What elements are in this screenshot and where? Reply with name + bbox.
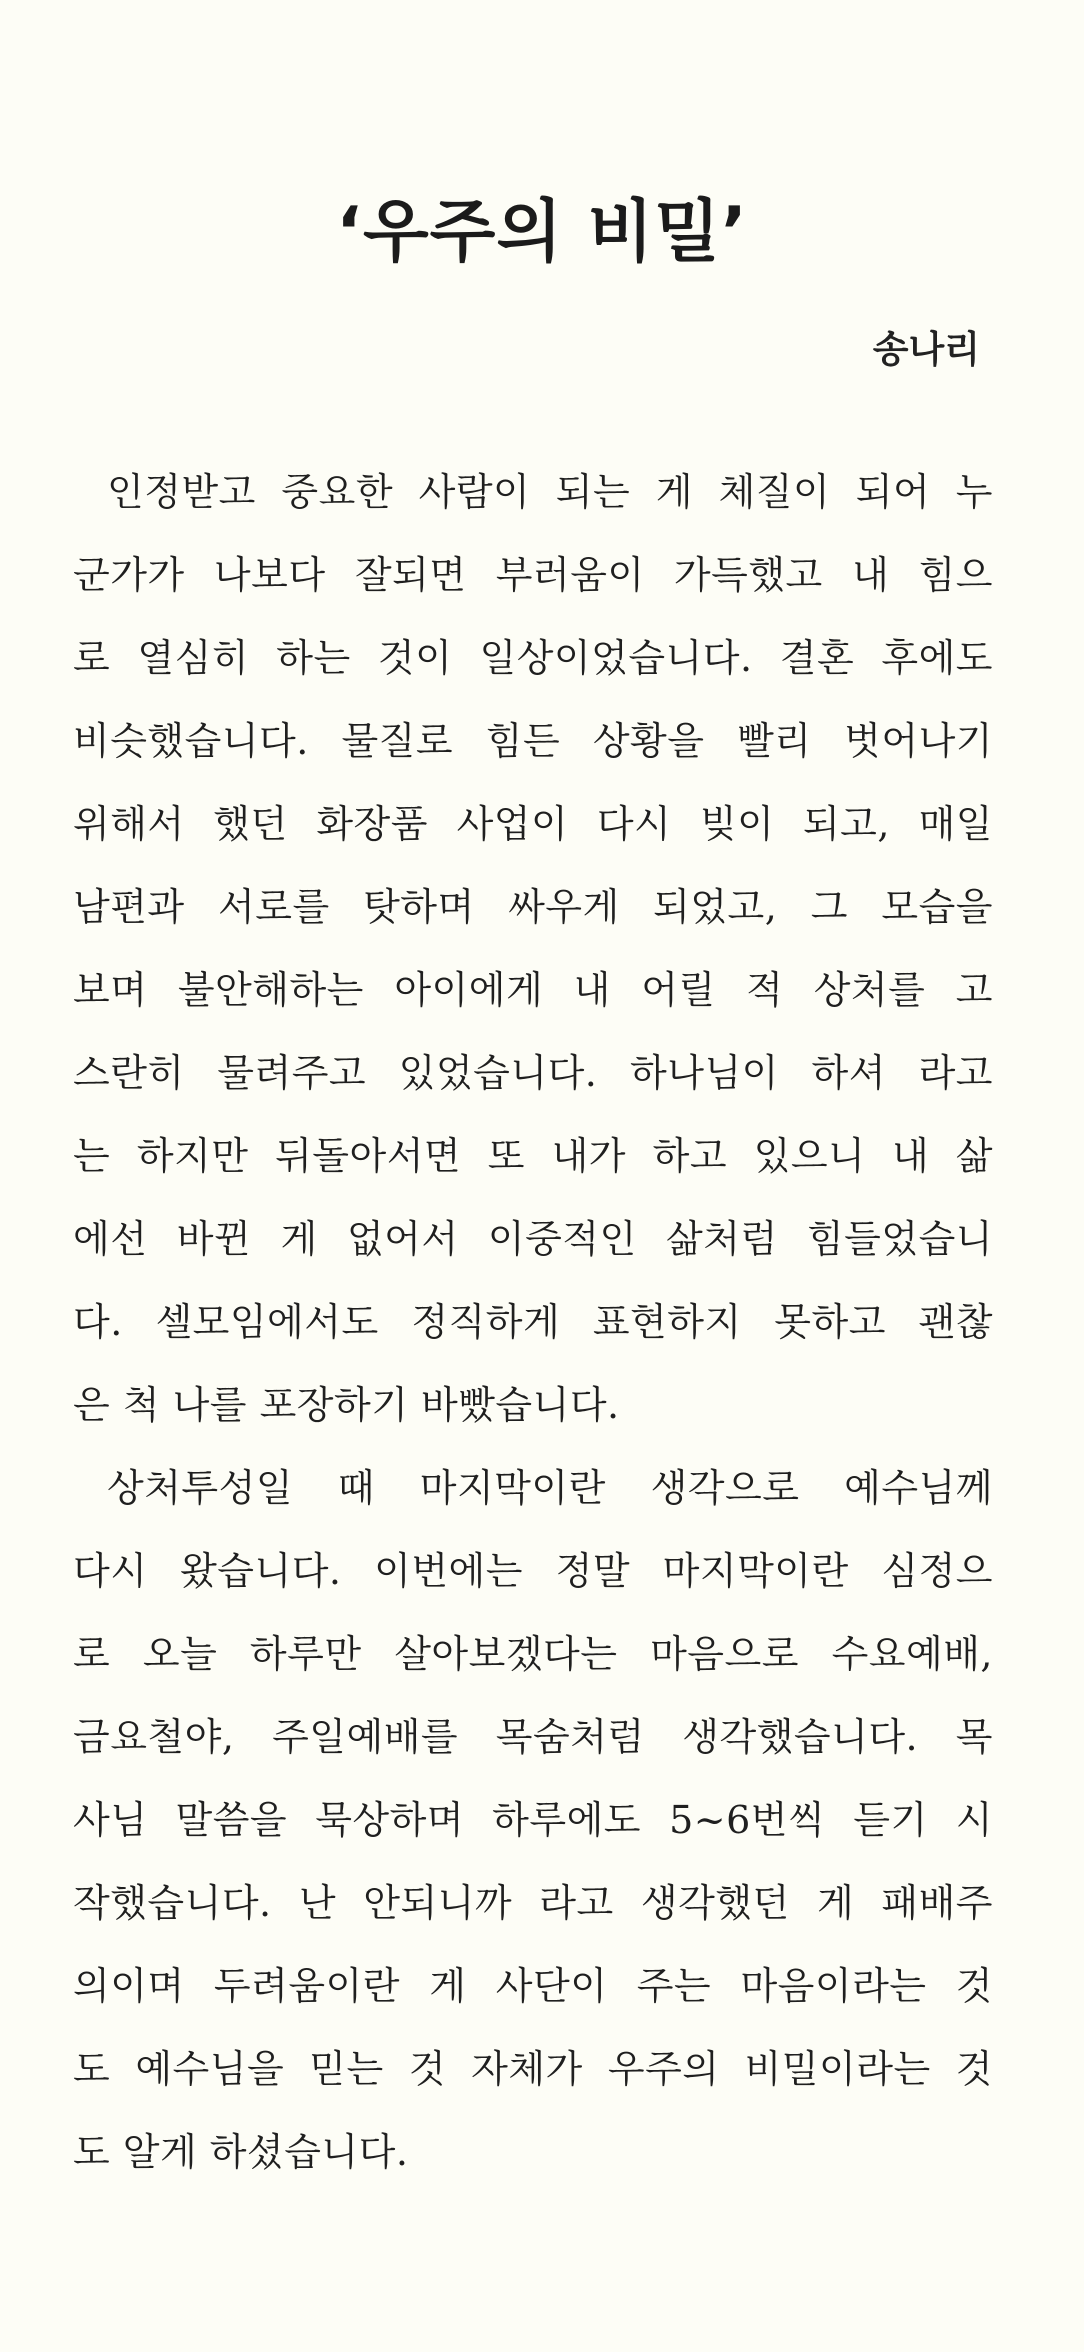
text-line: 다. 셀모임에서도 정직하게 표현하지 못하고 괜찮	[73, 1300, 993, 1344]
text-line: 위해서 했던 화장품 사업이 다시 빚이 되고, 매일	[73, 802, 993, 846]
text-line: 인정받고 중요한 사람이 되는 게 체질이 되어 누	[107, 470, 993, 514]
text-line: 작했습니다. 난 안되니까 라고 생각했던 게 패배주	[73, 1881, 993, 1925]
text-line: 남편과 서로를 탓하며 싸우게 되었고, 그 모습을	[73, 885, 993, 929]
text-line: 사님 말씀을 묵상하며 하루에도 5~6번씩 듣기 시	[73, 1798, 993, 1842]
text-line: 금요철야, 주일예배를 목숨처럼 생각했습니다. 목	[73, 1715, 993, 1759]
text-line: 에선 바뀐 게 없어서 이중적인 삶처럼 힘들었습니	[73, 1217, 993, 1261]
text-line: 은 척 나를 포장하기 바빴습니다.	[73, 1383, 620, 1427]
text-line: 는 하지만 뒤돌아서면 또 내가 하고 있으니 내 삶	[73, 1134, 993, 1178]
body-text	[73, 462, 993, 2205]
text-line: 도 알게 하셨습니다.	[73, 2130, 409, 2174]
text-line: 상처투성일 때 마지막이란 생각으로 예수님께	[107, 1466, 993, 1510]
text-line: 군가가 나보다 잘되면 부러움이 가득했고 내 힘으	[73, 553, 993, 597]
text-line: 의이며 두려움이란 게 사단이 주는 마음이라는 것	[73, 1964, 993, 2008]
text-line: 로 오늘 하루만 살아보겠다는 마음으로 수요예배,	[73, 1632, 993, 1676]
text-line: 로 열심히 하는 것이 일상이었습니다. 결혼 후에도	[73, 636, 993, 680]
text-line: 다시 왔습니다. 이번에는 정말 마지막이란 심정으	[73, 1549, 993, 1593]
document-title: ‘우주의 비밀’	[336, 193, 748, 272]
text-line: 스란히 물려주고 있었습니다. 하나님이 하셔 라고	[73, 1051, 993, 1095]
text-line: 보며 불안해하는 아이에게 내 어릴 적 상처를 고	[73, 968, 993, 1012]
author-name: 송나리	[872, 328, 980, 371]
text-line: 비슷했습니다. 물질로 힘든 상황을 빨리 벗어나기	[73, 719, 993, 763]
text-line: 도 예수님을 믿는 것 자체가 우주의 비밀이라는 것	[73, 2047, 993, 2091]
